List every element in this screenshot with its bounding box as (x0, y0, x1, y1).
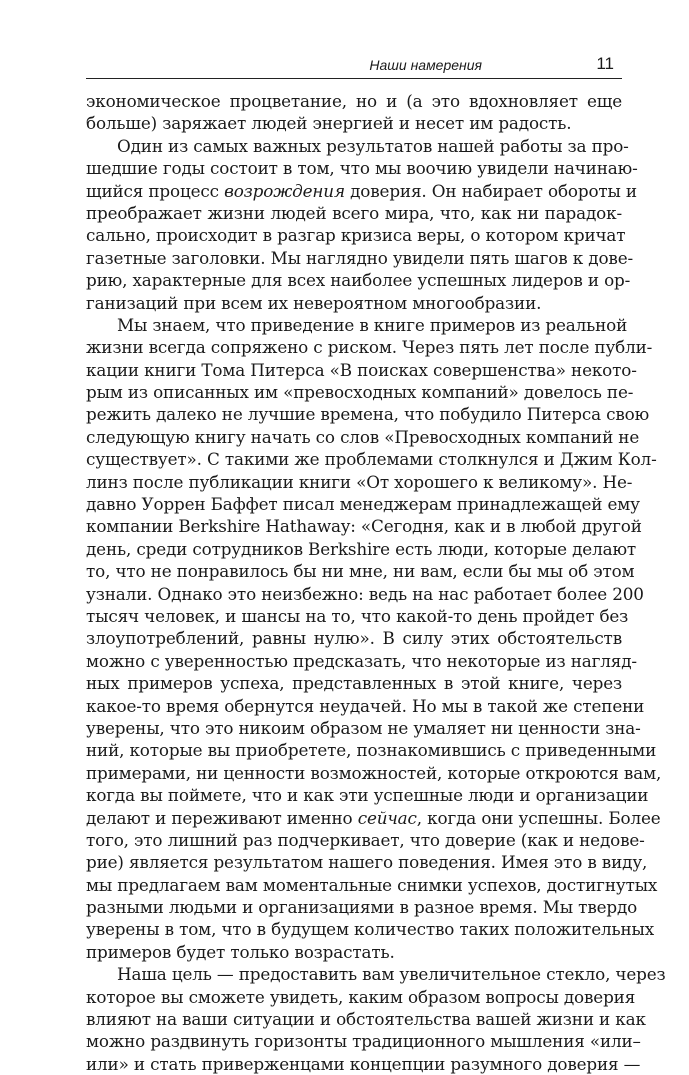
text-line (86, 493, 640, 515)
text-segment: давно Уоррен Баффет писал менеджерам принадлежащей ему (86, 494, 640, 515)
text-segment: уверены в том, что в будущем количество таких положительных (86, 919, 655, 940)
text-segment: Наша цель — предоставить вам увеличительное стекло, через (117, 964, 666, 985)
text-segment: газетные заголовки. Мы наглядно увидели пять шагов к дове- (86, 247, 633, 268)
body-text (86, 90, 666, 1075)
text-segment: разными людьми и организациями в разное время. Мы твердо (86, 897, 638, 918)
text-segment: щийся процесс (86, 180, 225, 201)
text-line (86, 717, 641, 739)
text-line (86, 90, 622, 112)
text-line (86, 807, 661, 829)
text-line (86, 739, 657, 761)
text-segment: тысяч человек, и шансы на то, что какой-то день пройдет без (86, 605, 629, 626)
text-line (86, 180, 637, 202)
text-segment: Один из самых важных результатов нашей работы за про- (117, 135, 629, 156)
text-line (86, 672, 622, 694)
text-segment: существует». С такими же проблемами столкнулся и Джим Кол- (86, 449, 657, 470)
text-line (86, 605, 629, 627)
text-segment: злоупотреблений, равны нулю». В силу этих обстоятельств (86, 628, 622, 649)
text-segment: компании Berkshire Hathaway: «Сегодня, как и в любой другой (86, 516, 642, 537)
text-segment: то, что не понравилось бы ни мне, ни вам, если бы мы об этом (86, 561, 635, 582)
emphasis-text: сейчас (357, 807, 417, 828)
running-title: Наши намерения (369, 57, 482, 73)
paragraph (86, 314, 662, 963)
text-segment: уверены, что это никоим образом не умаляет ни ценности зна- (86, 717, 641, 738)
text-line (86, 292, 622, 314)
text-line (86, 1030, 641, 1052)
text-line (86, 650, 637, 672)
text-segment: влияют на ваши ситуации и обстоятельства вашей жизни и как (86, 1009, 646, 1030)
text-line (86, 918, 655, 940)
text-segment: можно раздвинуть горизонты традиционного мышления «или– (86, 1031, 641, 1052)
text-segment: когда вы поймете, что и как эти успешные люди и организации (86, 785, 649, 806)
text-segment: которое вы сможете увидеть, каким образом вопросы доверия (86, 986, 636, 1007)
text-segment: ний, которые вы приобретете, познакомившись с приведенными (86, 740, 657, 761)
text-segment: или» и стать приверженцами концепции разумного доверия — (86, 1053, 641, 1074)
text-line (86, 157, 638, 179)
text-line (86, 874, 658, 896)
text-segment: , когда они успешны. Более (416, 807, 661, 828)
text-segment: рие) является результатом нашего поведения. Имея это в виду, (86, 852, 648, 873)
text-line (86, 829, 645, 851)
paragraph (86, 963, 666, 1075)
running-header (86, 48, 622, 79)
text-line (86, 762, 662, 784)
text-line (86, 963, 666, 985)
text-segment: мы предлагаем вам моментальные снимки успехов, достигнутых (86, 874, 658, 895)
text-segment: больше) заряжает людей энергией и несет им радость. (86, 113, 572, 134)
text-segment: рым из описанных им «превосходных компаний» довелось пе- (86, 382, 634, 403)
text-segment: делают и переживают именно (86, 807, 358, 828)
paragraph (86, 90, 622, 135)
text-line (86, 381, 634, 403)
text-segment: сально, происходит в разгар кризиса веры, о котором кричат (86, 225, 626, 246)
text-line (86, 247, 633, 269)
text-line (86, 359, 637, 381)
text-line (86, 314, 628, 336)
text-line (86, 1008, 646, 1030)
text-line (86, 269, 631, 291)
text-segment: следующую книгу начать со слов «Превосходных компаний не (86, 426, 640, 447)
text-segment: день, среди сотрудников Berkshire есть люди, которые делают (86, 538, 637, 559)
text-segment: кации книги Тома Питерса «В поисках совершенства» некото- (86, 359, 637, 380)
text-line (86, 202, 622, 224)
text-line (86, 448, 657, 470)
text-segment: можно с уверенностью предсказать, что некоторые из нагляд- (86, 650, 637, 671)
text-segment: жизни всегда сопряжено с риском. Через пять лет после публи- (86, 337, 653, 358)
text-segment: какое-то время обернутся неудачей. Но мы в такой же степени (86, 695, 645, 716)
text-line (86, 1053, 641, 1075)
text-segment: узнали. Однако это неизбежно: ведь на нас работает более 200 (86, 583, 644, 604)
text-line (86, 515, 642, 537)
text-line (86, 403, 650, 425)
text-segment: линз после публикации книги «От хорошего к великому». Не- (86, 471, 633, 492)
text-line (86, 538, 637, 560)
text-segment: шедшие годы состоит в том, что мы воочию увидели начинаю- (86, 158, 638, 179)
text-line (86, 851, 648, 873)
text-line (86, 784, 649, 806)
text-segment: экономическое процветание, но и (а это вдохновляет еще (86, 91, 622, 111)
text-line (86, 426, 640, 448)
text-segment: ных примеров успеха, представленных в этой книге, через (86, 673, 622, 694)
text-segment: преображает жизни людей всего мира, что, как ни парадок- (86, 202, 622, 223)
text-segment: ганизаций при всем их невероятном многообразии. (86, 292, 542, 313)
text-line (86, 627, 622, 649)
text-line (86, 941, 622, 963)
text-line (86, 112, 622, 134)
page-number: 11 (596, 54, 614, 73)
text-segment: доверия. Он набирает обороты и (344, 180, 637, 201)
text-segment: примерами, ни ценности возможностей, которые откроются вам, (86, 762, 662, 783)
text-line (86, 336, 653, 358)
text-line (86, 896, 638, 918)
text-line (86, 583, 644, 605)
text-line (86, 224, 626, 246)
text-line (86, 695, 645, 717)
text-segment: Мы знаем, что приведение в книге примеров из реальной (117, 314, 628, 335)
paragraph (86, 135, 638, 314)
emphasis-text: возрождения (224, 180, 345, 201)
text-line (86, 986, 636, 1008)
text-segment: рию, характерные для всех наиболее успешных лидеров и ор- (86, 270, 631, 291)
text-line (86, 560, 635, 582)
text-segment: примеров будет только возрастать. (86, 941, 395, 962)
text-segment: того, это лишний раз подчеркивает, что доверие (как и недове- (86, 829, 645, 850)
text-line (86, 135, 629, 157)
text-line (86, 471, 633, 493)
text-segment: режить далеко не лучшие времена, что побудило Питерса свою (86, 404, 650, 425)
